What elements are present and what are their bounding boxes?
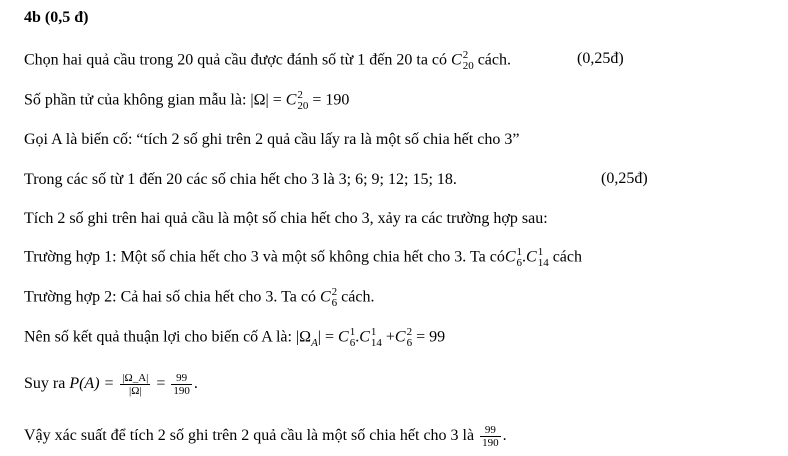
line-favorable: Nên số kết quả thuận lợi cho biến cố A là: $|\Omega_A| = C$ 1 6 .C 1 14 +C 2 6 = 99 — [24, 326, 446, 349]
combination-symbol: C — [320, 288, 331, 306]
value: = 190 — [312, 91, 350, 109]
combination-indices: 2 20 — [462, 49, 474, 72]
combination-symbol: C — [504, 248, 516, 266]
heading: 4b (0,5 đ) — [24, 9, 89, 26]
combination-indices: 2 6 — [406, 326, 413, 349]
combination-symbol: C — [285, 91, 297, 109]
fraction-answer: $\frac{99}{190}$ — [482, 424, 499, 449]
omega-a-sub: A — [311, 336, 318, 349]
text: Nên số kết quả thuận lợi cho biến cố A là: — [24, 328, 292, 346]
text: Số phần tử của không gian mẫu là: — [24, 91, 247, 109]
combination-indices: 1 14 — [537, 246, 549, 269]
combination-indices: 1 6 — [349, 326, 356, 349]
score-2: (0,25đ) — [601, 170, 648, 187]
line-multiples: Trong các số từ 1 đến 20 các số chia hết cho 3 là 3; 6; 9; 12; 15; 18. — [24, 171, 457, 188]
line-event-a: Gọi A là biến cố: “tích 2 số ghi trên 2 quả cầu lấy ra là một số chia hết cho 3” — [24, 131, 520, 148]
text: Trường hợp 2: Cả hai số chia hết cho 3. Ta có — [24, 288, 316, 306]
omega-a: |Ω — [295, 328, 312, 346]
line-cases: Tích 2 số ghi trên hai quả cầu là một số chia hết cho 3, xảy ra các trường hợp sau: — [24, 210, 548, 227]
score-1: (0,25đ) — [577, 50, 624, 67]
line-case-1: Trường hợp 1: Một số chia hết cho 3 và một số không chia hết cho 3. Ta cóC 1 6 .C 1 14 cách — [24, 246, 583, 269]
fraction-value: $\frac{99}{190}$ — [173, 372, 190, 397]
combination-symbol: C — [526, 248, 537, 266]
text: cách. — [477, 51, 512, 69]
combination-symbol: C — [338, 328, 349, 346]
line-choose-two — [24, 50, 511, 72]
combination-symbol: C — [451, 51, 462, 69]
combination-indices: 1 14 — [370, 326, 382, 349]
fraction-omega: $\frac{|\Omega\_A|}{|\Omega|}$ — [122, 372, 149, 397]
text: Suy ra — [24, 375, 66, 393]
text: Trường hợp 1: Một số chia hết cho 3 và một số không chia hết cho 3. Ta có — [24, 248, 505, 266]
text: Chọn hai quả cầu trong 20 quả cầu được đánh số từ 1 đến 20 ta có — [24, 51, 448, 69]
probability-symbol: P(A) = — [69, 375, 115, 393]
line-conclusion: Vậy xác suất để tích 2 số ghi trên 2 quả cầu là một số chia hết cho 3 là $\frac{99}{190}$ . — [24, 424, 507, 449]
combination-symbol: C — [359, 328, 370, 346]
text: cách. — [341, 288, 375, 306]
text: Vậy xác suất để tích 2 số ghi trên 2 quả cầu là một số chia hết cho 3 là — [24, 427, 475, 445]
text: cách — [552, 248, 583, 266]
line-probability: Suy ra P(A) = $\frac{|\Omega\_A|}{|\Omega|}$ = $\frac{99}{190}$ . — [24, 372, 198, 397]
value: = 99 — [416, 328, 446, 346]
combination-indices: 2 6 — [331, 286, 338, 309]
combination-indices: 2 20 — [297, 89, 309, 112]
combination-indices: 1 6 — [516, 246, 523, 269]
line-sample-space: Số phần tử của không gian mẫu là: |Ω| = C 2 20 = 190 — [24, 89, 350, 112]
combination-symbol: C — [394, 328, 406, 346]
omega: |Ω| — [250, 91, 269, 109]
line-case-2 — [24, 287, 374, 309]
